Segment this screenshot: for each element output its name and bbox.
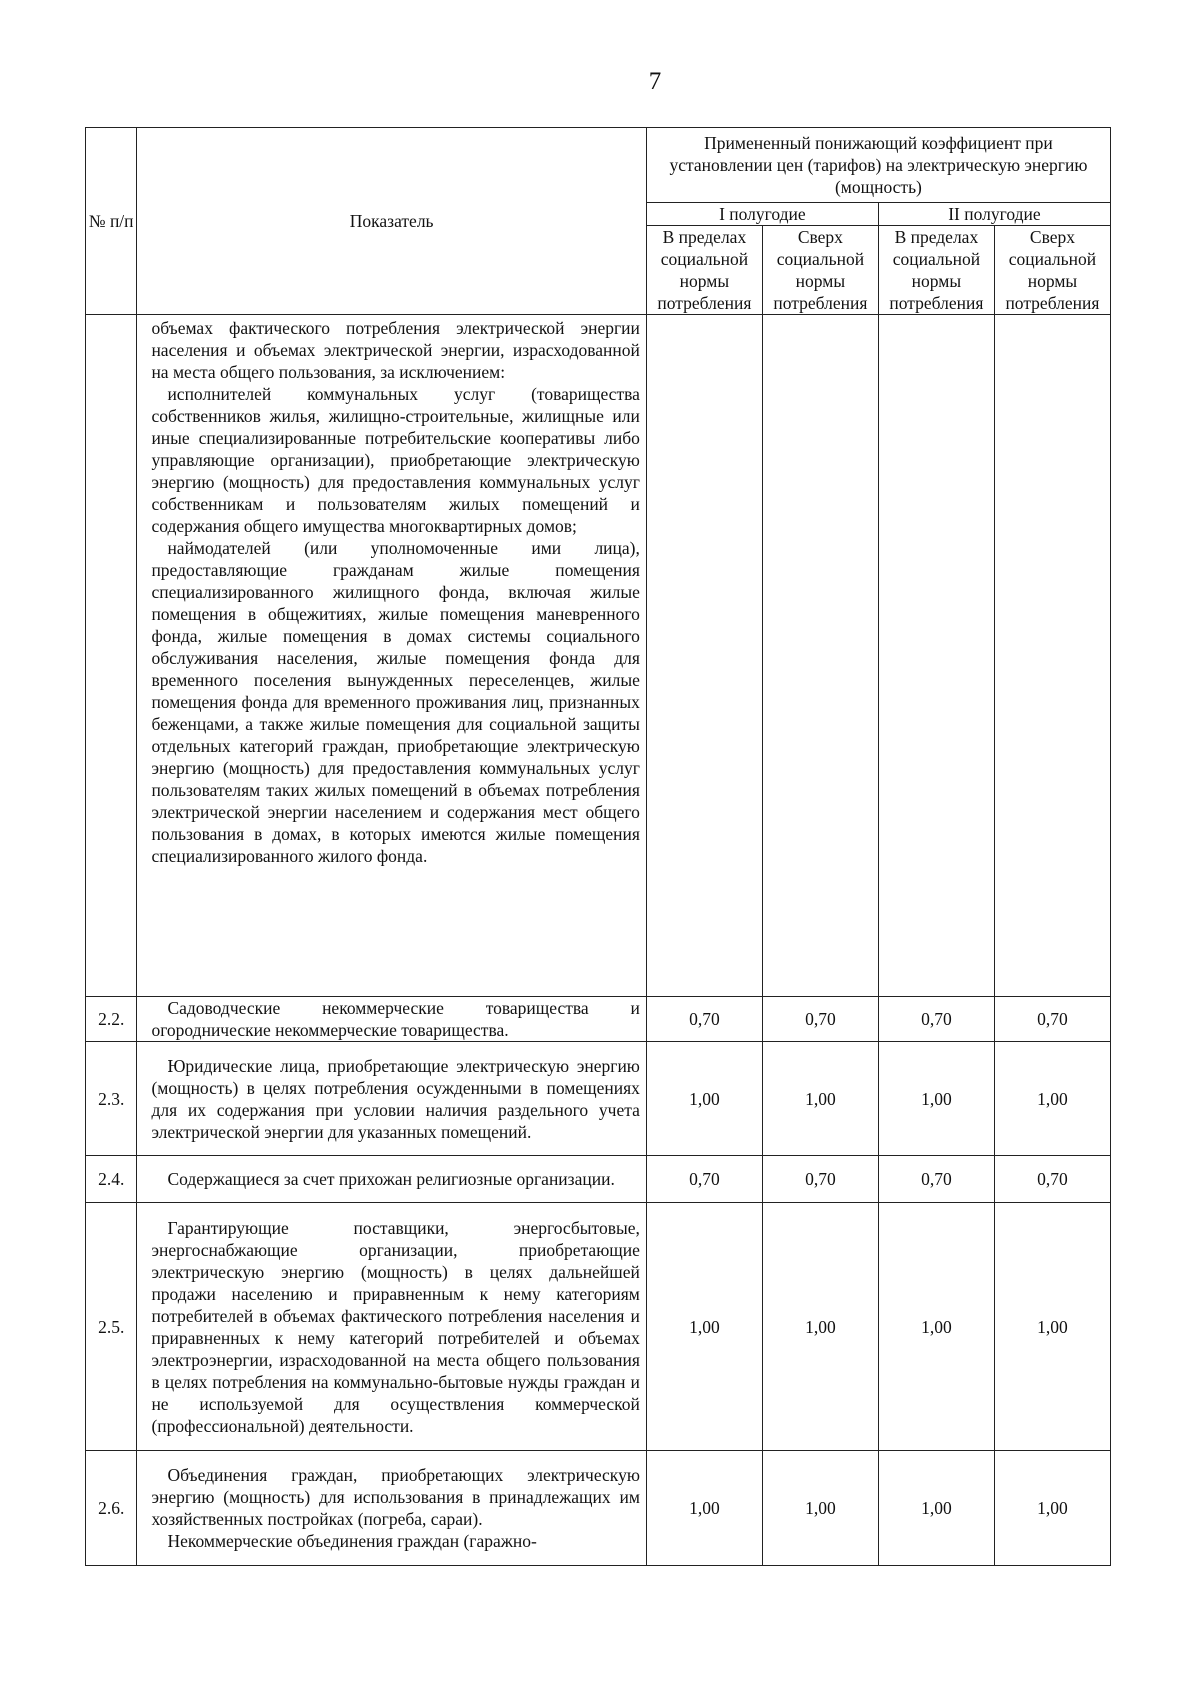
value-h2-above: 0,70 [994, 997, 1110, 1042]
row-number: 2.2. [86, 997, 137, 1042]
header-coefficient: Примененный понижающий коэффициент при установлении цен (тарифов) на электрическую энергию (мощность) [646, 128, 1110, 203]
table-row [86, 1042, 1111, 1156]
row-indicator [137, 315, 646, 997]
header-second-half-year: II полугодие [878, 203, 1110, 226]
value-h1-above: 0,70 [762, 1156, 878, 1203]
value-h1-within: 1,00 [646, 1203, 762, 1451]
header-h2-within-norm: В пределах социальной нормы потребления [878, 226, 994, 315]
table-row [86, 1203, 1111, 1451]
value-h1-above: 1,00 [762, 1451, 878, 1566]
value-h2-within: 0,70 [878, 997, 994, 1042]
page-number: 7 [648, 68, 662, 95]
value-h2-within: 0,70 [878, 1156, 994, 1203]
value-h1-within: 0,70 [646, 997, 762, 1042]
row-number: 2.3. [86, 1042, 137, 1156]
row-number: 2.4. [86, 1156, 137, 1203]
row-indicator [137, 1203, 646, 1451]
value-h1-above [762, 315, 878, 997]
indicator-paragraph: объемах фактического потребления электрической энергии населения и объемах электрической энергии, израсходованной на места общего пользования, за исключением: [151, 318, 640, 382]
row-indicator [137, 1451, 646, 1566]
indicator-paragraph: Садоводческие некоммерческие товарищества и огороднические некоммерческие товарищества. [151, 998, 640, 1040]
value-h1-above: 1,00 [762, 1203, 878, 1451]
value-h1-within: 0,70 [646, 1156, 762, 1203]
value-h1-within [646, 315, 762, 997]
row-indicator [137, 1156, 646, 1203]
row-number: 2.6. [86, 1451, 137, 1566]
value-h2-within [878, 315, 994, 997]
value-h2-above: 1,00 [994, 1451, 1110, 1566]
table-row [86, 997, 1111, 1042]
row-indicator [137, 1042, 646, 1156]
value-h2-within: 1,00 [878, 1451, 994, 1566]
table-row [86, 315, 1111, 997]
header-first-half-year: I полугодие [646, 203, 878, 226]
indicator-paragraph: Объединения граждан, приобретающих электрическую энергию (мощность) для использования в принадлежащих им хозяйственных постройках (погреба, сараи). [151, 1465, 640, 1529]
indicator-paragraph: наймодателей (или уполномоченные ими лица), предоставляющие гражданам жилые помещения специализированного жилищного фонда, включая жилые помещения в общежитиях, жилые помещения маневренного фонда, жилые помещения в домах системы социального обслуживания населения, жилые помещения фонда для временного поселения вынужденных переселенцев, жилые помещения фонда для временного проживания лиц, признанных беженцами, а также жилые помещения для социальной защиты отдельных категорий граждан, приобретающие электрическую энергию (мощность) для предоставления коммунальных услуг пользователям таких жилых помещений в объемах потребления электрической энергии населением и содержания мест общего пользования в домах, в которых имеются жилые помещения специализированного жилого фонда. [151, 538, 640, 866]
indicator-paragraph: Содержащиеся за счет прихожан религиозные организации. [167, 1169, 615, 1189]
value-h2-above: 1,00 [994, 1042, 1110, 1156]
value-h1-within: 1,00 [646, 1042, 762, 1156]
value-h1-within: 1,00 [646, 1451, 762, 1566]
table-row [86, 1156, 1111, 1203]
value-h2-above: 0,70 [994, 1156, 1110, 1203]
indicator-paragraph: Некоммерческие объединения граждан (гаражно- [167, 1531, 537, 1551]
table-row [86, 1451, 1111, 1566]
value-h2-above [994, 315, 1110, 997]
indicator-paragraph: Гарантирующие поставщики, энергосбытовые, энергоснабжающие организации, приобретающие электрическую энергию (мощность) в целях дальнейшей продажи населению и приравненным к нему категориям потребителей в объемах фактического потребления населения и приравненных к нему категорий потребителей и объемах электроэнергии, израсходованной на места общего пользования в целях потребления на коммунально-бытовые нужды граждан и не используемой для осуществления коммерческой (профессиональной) деятельности. [151, 1217, 640, 1436]
row-number [86, 315, 137, 997]
indicator-paragraph: исполнителей коммунальных услуг (товарищества собственников жилья, жилищно-строительные, жилищные или иные специализированные потребительские кооперативы либо управляющие организации), приобретающие электрическую энергию (мощность) для предоставления коммунальных услуг собственникам и пользователям жилых помещений и содержания общего имущества многоквартирных домов; [151, 384, 640, 536]
value-h1-above: 1,00 [762, 1042, 878, 1156]
row-indicator [137, 997, 646, 1042]
row-number: 2.5. [86, 1203, 137, 1451]
value-h2-above: 1,00 [994, 1203, 1110, 1451]
header-number-column: № п/п [86, 128, 137, 315]
header-h2-above-norm: Сверх социальной нормы потребления [994, 226, 1110, 315]
header-h1-above-norm: Сверх социальной нормы потребления [762, 226, 878, 315]
indicator-paragraph: Юридические лица, приобретающие электрическую энергию (мощность) в целях потребления осужденными в помещениях для их содержания при условии наличия раздельного учета электрической энергии для указанных помещений. [151, 1055, 640, 1142]
tariff-coefficient-table [85, 127, 1111, 1566]
value-h2-within: 1,00 [878, 1203, 994, 1451]
value-h2-within: 1,00 [878, 1042, 994, 1156]
header-indicator-column: Показатель [137, 128, 646, 315]
header-h1-within-norm: В пределах социальной нормы потребления [646, 226, 762, 315]
value-h1-above: 0,70 [762, 997, 878, 1042]
